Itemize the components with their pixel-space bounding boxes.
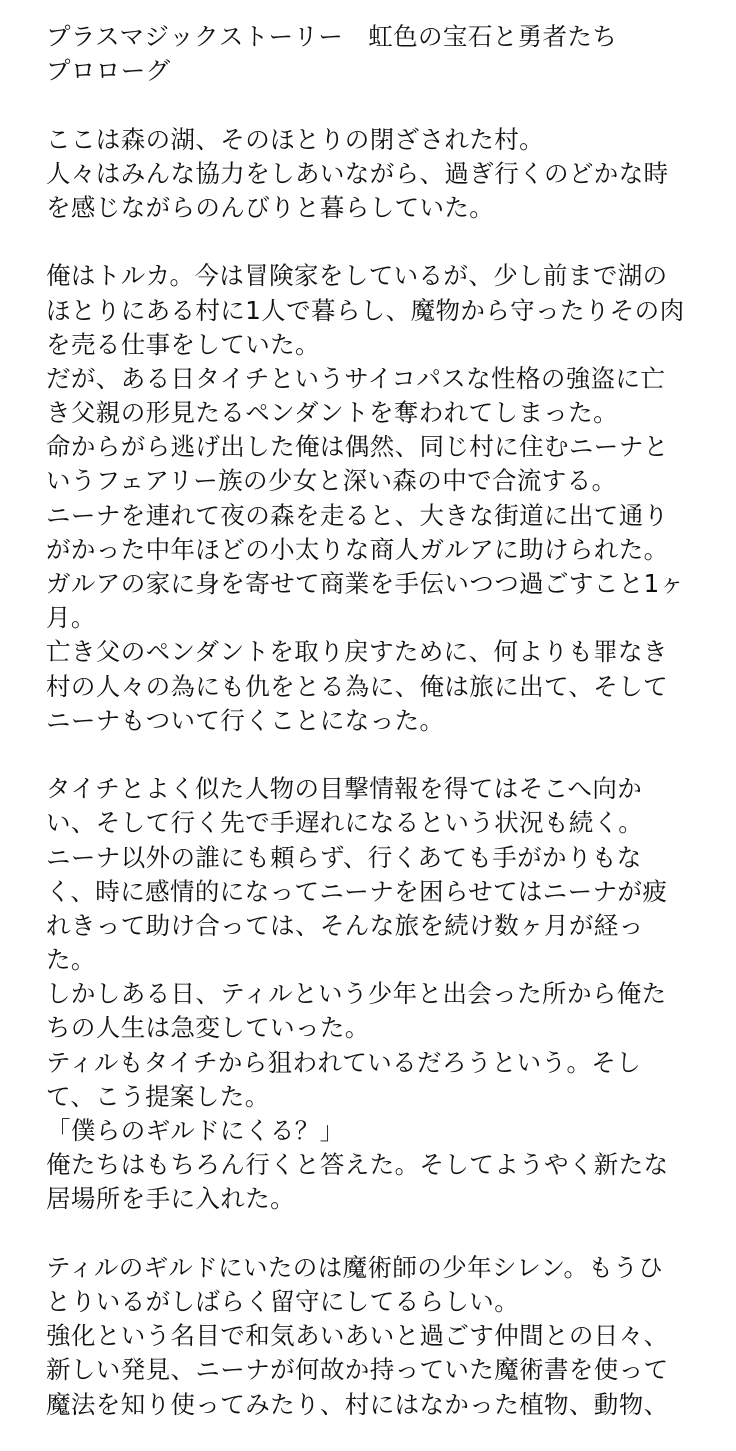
text-line: ニーナもついて行くことになった。 (46, 705, 445, 735)
text-line: を売る仕事をしていた。 (46, 329, 320, 359)
text-line: ニーナ以外の誰にも頼らず、行くあても手がかりもな (46, 842, 642, 872)
blank-line (46, 738, 726, 772)
paragraph (46, 1251, 726, 1422)
text-line: ティルもタイチから狙われているだろうという。そし (46, 1047, 642, 1077)
document-body (46, 20, 726, 1422)
text-line: く、時に感情的になってニーナを困らせてはニーナが疲 (46, 876, 668, 906)
text-line: 月。 (46, 603, 96, 633)
paragraph (46, 259, 726, 738)
paragraph (46, 772, 726, 1216)
text-line: ガルアの家に身を寄せて商業を手伝いつつ過ごすこと1ヶ (46, 569, 685, 598)
text-line: ちの人生は急変していった。 (46, 1013, 370, 1043)
text-line: い、そして行く先で手遅れになるという状況も続く。 (46, 808, 644, 838)
text-line: 居場所を手に入れた。 (46, 1184, 295, 1214)
text-line: 人々はみんな協力をしあいながら、過ぎ行くのどかな時 (46, 158, 669, 188)
text-line: ほとりにある村に1人で暮らし、魔物から守ったりその肉 (46, 295, 685, 325)
text-line: た。 (46, 945, 96, 975)
text-line: いうフェアリー族の少女と深い森の中で合流する。 (46, 466, 617, 496)
text-line: タイチとよく似た人物の目撃情報を得てはそこへ向か (46, 774, 643, 804)
paragraph (46, 123, 726, 226)
text-line: て、こう提案した。 (46, 1081, 270, 1111)
document-subtitle: プロローグ (46, 56, 171, 86)
text-line: れきって助け合っては、そんな旅を続け数ヶ月が経っ (46, 910, 644, 940)
text-line: 俺はトルカ。今は冒険家をしているが、少し前まで湖の (46, 261, 668, 291)
text-line: しかしある日、ティルという少年と出会った所から俺た (46, 979, 667, 1009)
text-line: 村の人々の為にも仇をとる為に、俺は旅に出て、そして (46, 671, 669, 701)
text-line: き父親の形見たるペンダントを奪われてしまった。 (46, 398, 618, 428)
text-line: 強化という名目で和気あいあいと過ごす仲間との日々、 (46, 1321, 669, 1351)
text-line: とりいるがしばらく留守にしてるらしい。 (46, 1286, 520, 1316)
text-line: 魔法を知り使ってみたり、村にはなかった植物、動物、 (46, 1389, 669, 1419)
blank-line (46, 88, 726, 122)
document-title: プラスマジックストーリー 虹色の宝石と勇者たち (46, 22, 618, 51)
text-line: 俺たちはもちろん行くと答えた。そしてようやく新たな (46, 1150, 669, 1180)
blank-line (46, 1217, 726, 1251)
text-line: ニーナを連れて夜の森を走ると、大きな街道に出て通り (46, 500, 669, 530)
text-line: 亡き父のペンダントを取り戻すために、何よりも罪なき (46, 637, 668, 667)
text-line: を感じながらのんびりと暮らしていた。 (46, 192, 495, 222)
blank-line (46, 225, 726, 259)
text-line: 命からがら逃げ出した俺は偶然、同じ村に住むニーナと (46, 432, 669, 462)
text-line: 新しい発見、ニーナが何故か持っていた魔術書を使って (46, 1355, 669, 1385)
text-line: がかった中年ほどの小太りな商人ガルアに助けられた。 (46, 534, 669, 564)
text-line: 「僕らのギルドにくる？」 (46, 1116, 345, 1145)
text-line: ティルのギルドにいたのは魔術師の少年シレン。もうひ (46, 1252, 664, 1282)
text-line: だが、ある日タイチというサイコパスな性格の強盗に亡 (46, 363, 666, 393)
text-line: ここは森の湖、そのほとりの閉ざされた村。 (46, 124, 544, 154)
